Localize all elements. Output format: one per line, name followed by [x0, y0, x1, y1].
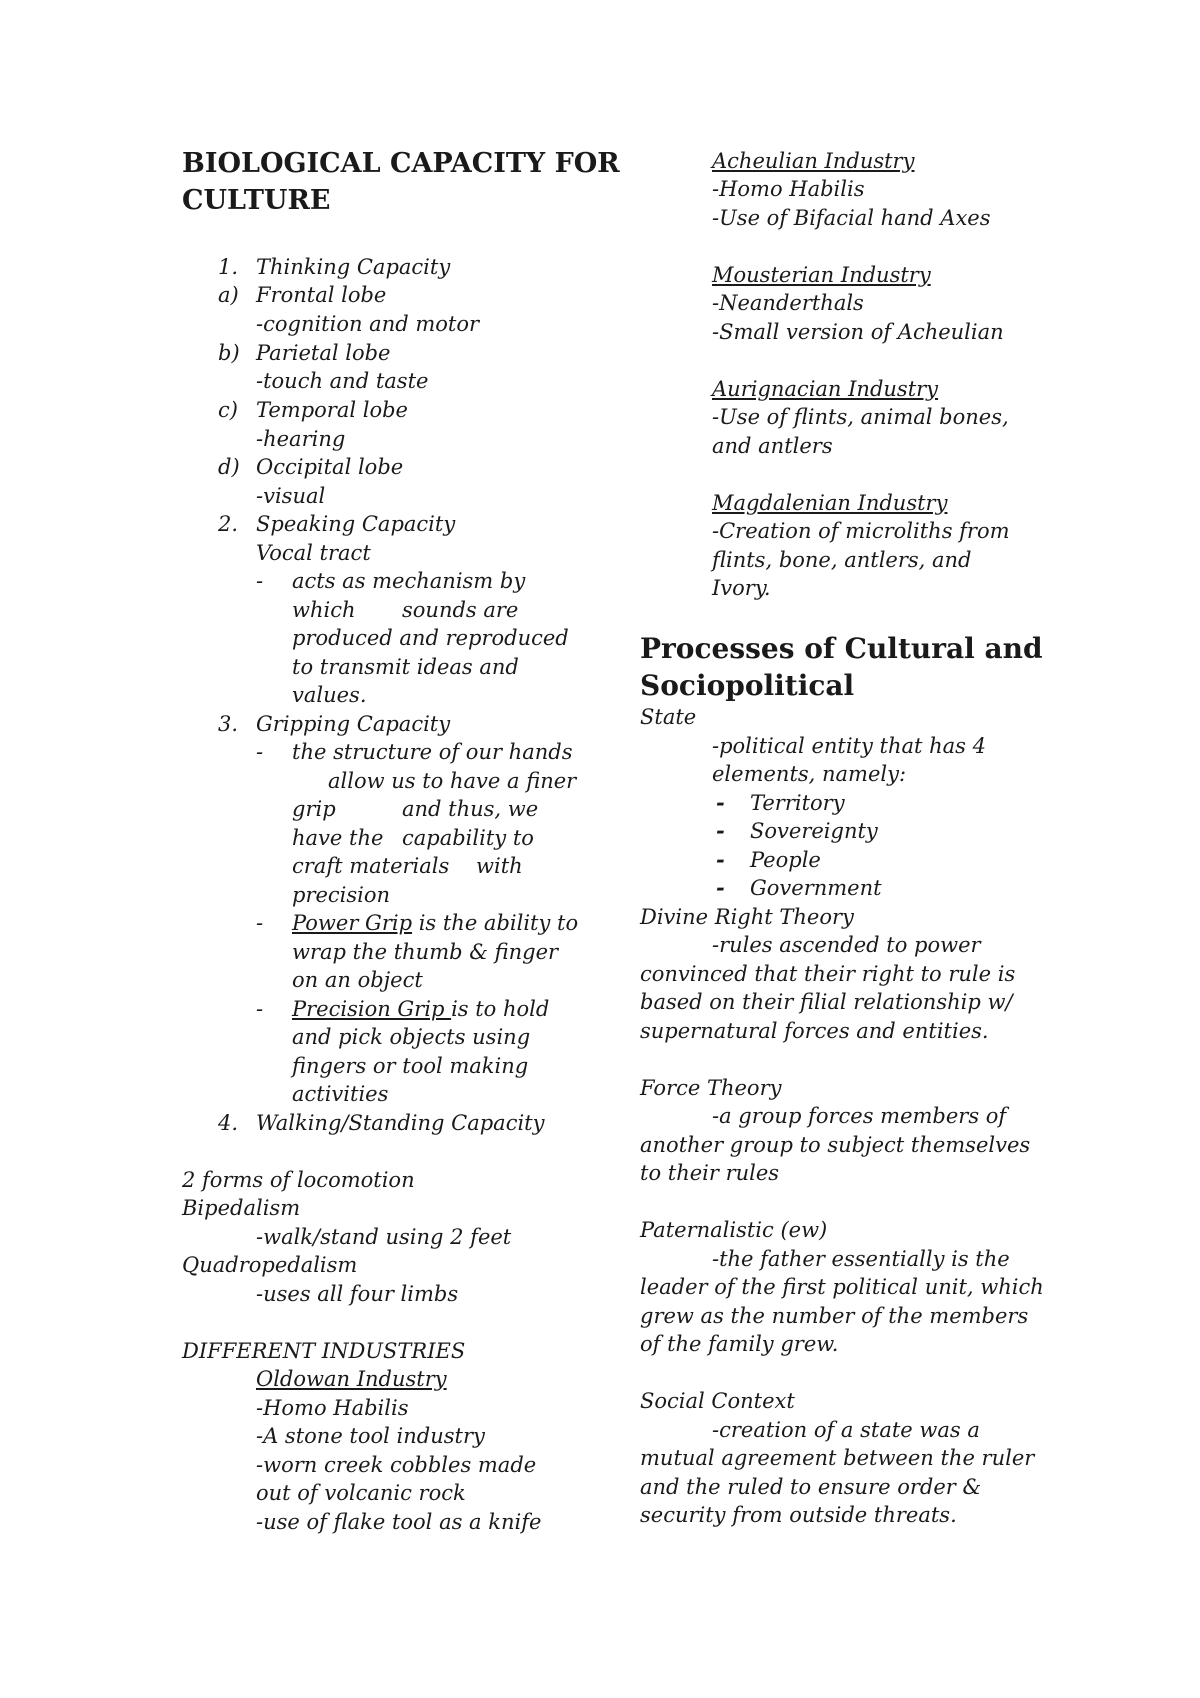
lobe-name: Parietal lobe	[256, 341, 391, 365]
state-element: Territory	[750, 791, 845, 815]
industry-name: Magdalenian Industry	[712, 491, 948, 515]
industry-line: -Small version of Acheulian	[712, 320, 1004, 344]
bullet-dash: -	[716, 847, 725, 872]
industry-line: Ivory.	[712, 576, 771, 600]
speaking-text: values.	[292, 683, 367, 707]
gripping-text: allow us to have a finer	[328, 769, 577, 793]
industry-line: -Creation of microliths from	[712, 519, 1010, 543]
divine-right-text: -rules ascended to power	[712, 933, 981, 957]
bullet-dash: -	[716, 818, 725, 843]
industry-line: out of volcanic rock	[256, 1481, 466, 1505]
social-context-text: and the ruled to ensure order &	[640, 1475, 982, 1499]
locomotion-desc: -uses all four limbs	[256, 1282, 459, 1306]
bullet-dash: -	[256, 740, 264, 764]
precision-grip-term: Precision Grip	[292, 997, 452, 1021]
divine-right-text: convinced that their right to rule is	[640, 962, 1016, 986]
industry-line: -worn creek cobbles made	[256, 1453, 537, 1477]
page-title: BIOLOGICAL CAPACITY FOR	[182, 148, 620, 179]
social-context-text: security from outside threats.	[640, 1503, 957, 1527]
social-context-text: -creation of a state was a	[712, 1418, 980, 1442]
bullet-dash: -	[716, 790, 725, 815]
power-grip-text: wrap the thumb & finger	[292, 940, 559, 964]
industry-name: Aurignacian Industry	[712, 377, 939, 401]
gripping-text: grip	[292, 797, 336, 821]
industries-heading: DIFFERENT INDUSTRIES	[182, 1339, 466, 1363]
speaking-text: sounds are	[402, 598, 519, 622]
gripping-text: capability to	[402, 826, 534, 850]
precision-grip-text: fingers or tool making	[292, 1054, 529, 1078]
bullet-dash: -	[256, 997, 264, 1021]
paternalistic-text: of the family grew.	[640, 1332, 839, 1356]
list-number: 1.	[218, 255, 239, 279]
state-desc: -political entity that has 4	[712, 734, 986, 758]
gripping-capacity-heading: Gripping Capacity	[256, 712, 451, 736]
industry-name: Oldowan Industry	[256, 1367, 447, 1391]
state-desc: elements, namely:	[712, 762, 907, 786]
state-element: Sovereignty	[750, 819, 878, 843]
speaking-text: which	[292, 598, 356, 622]
list-number: 4.	[218, 1111, 239, 1135]
lobe-name: Temporal lobe	[256, 398, 408, 422]
speaking-text: produced and reproduced	[292, 626, 569, 650]
social-context-label: Social Context	[640, 1389, 795, 1413]
speaking-text: to transmit ideas and	[292, 655, 519, 679]
page-title-line2: CULTURE	[182, 185, 331, 216]
thinking-capacity-heading: Thinking Capacity	[256, 255, 451, 279]
gripping-text: craft materials	[292, 854, 450, 878]
gripping-text: have the	[292, 826, 384, 850]
locomotion-heading: 2 forms of locomotion	[182, 1168, 415, 1192]
power-grip-line	[292, 909, 578, 937]
bullet-dash: -	[256, 569, 264, 593]
state-element: People	[750, 848, 821, 872]
force-theory-text: to their rules	[640, 1161, 780, 1185]
state-label: State	[640, 705, 697, 729]
industry-line: -use of flake tool as a knife	[256, 1510, 542, 1534]
lobe-desc: -cognition and motor	[256, 312, 480, 336]
speaking-text: acts as mechanism by	[292, 569, 526, 593]
paternalistic-text: leader of the first political unit, which	[640, 1275, 1044, 1299]
bullet-dash: -	[716, 875, 725, 900]
industry-line: -Use of flints, animal bones,	[712, 405, 1009, 429]
list-letter: c)	[218, 398, 238, 422]
lobe-desc: -hearing	[256, 427, 346, 451]
industry-line: -Homo Habilis	[256, 1396, 409, 1420]
industry-line: flints, bone, antlers, and	[712, 548, 972, 572]
locomotion-desc: -walk/stand using 2 feet	[256, 1225, 512, 1249]
precision-grip-line	[292, 995, 549, 1023]
state-element: Government	[750, 876, 882, 900]
gripping-text: precision	[292, 883, 391, 907]
power-grip-term: Power Grip	[292, 911, 413, 935]
gripping-text: the structure of our hands	[292, 740, 573, 764]
force-theory-text: -a group forces members of	[712, 1104, 1007, 1128]
list-letter: a)	[218, 283, 239, 307]
gripping-text: with	[476, 854, 523, 878]
lobe-desc: -touch and taste	[256, 369, 429, 393]
bullet-dash: -	[256, 911, 264, 935]
processes-heading: Processes of Cultural and	[640, 632, 1043, 665]
lobe-name: Frontal lobe	[256, 283, 387, 307]
social-context-text: mutual agreement between the ruler	[640, 1446, 1035, 1470]
power-grip-text: is the ability to	[412, 911, 579, 935]
industry-line: -Homo Habilis	[712, 177, 865, 201]
force-theory-text: another group to subject themselves	[640, 1133, 1031, 1157]
industry-line: -Use of Bifacial hand Axes	[712, 206, 991, 230]
industry-line: -Neanderthals	[712, 291, 864, 315]
paternalistic-text: -the father essentially is the	[712, 1247, 1010, 1271]
paternalistic-text: grew as the number of the members	[640, 1304, 1029, 1328]
list-number: 3.	[218, 712, 239, 736]
gripping-text: and thus, we	[402, 797, 539, 821]
industry-name: Mousterian Industry	[712, 263, 931, 287]
precision-grip-text: activities	[292, 1082, 389, 1106]
lobe-desc: -visual	[256, 484, 326, 508]
divine-right-text: supernatural forces and entities.	[640, 1019, 989, 1043]
processes-heading-line2: Sociopolitical	[640, 669, 855, 702]
divine-right-text: based on their filial relationship w/	[640, 990, 1013, 1014]
industry-name: Acheulian Industry	[712, 149, 915, 173]
power-grip-text: on an object	[292, 968, 423, 992]
locomotion-term: Quadropedalism	[182, 1253, 358, 1277]
vocal-tract-label: Vocal tract	[256, 541, 371, 565]
list-number: 2.	[218, 512, 239, 536]
force-theory-label: Force Theory	[640, 1076, 782, 1100]
list-letter: b)	[218, 341, 240, 365]
walking-capacity-heading: Walking/Standing Capacity	[256, 1111, 545, 1135]
paternalistic-label: Paternalistic (ew)	[640, 1218, 828, 1242]
locomotion-term: Bipedalism	[182, 1196, 301, 1220]
precision-grip-text: is to hold	[451, 997, 550, 1021]
lobe-name: Occipital lobe	[256, 455, 404, 479]
precision-grip-text: and pick objects using	[292, 1025, 531, 1049]
industry-line: -A stone tool industry	[256, 1424, 485, 1448]
list-letter: d)	[218, 455, 240, 479]
divine-right-label: Divine Right Theory	[640, 905, 854, 929]
industry-line: and antlers	[712, 434, 833, 458]
speaking-capacity-heading: Speaking Capacity	[256, 512, 456, 536]
